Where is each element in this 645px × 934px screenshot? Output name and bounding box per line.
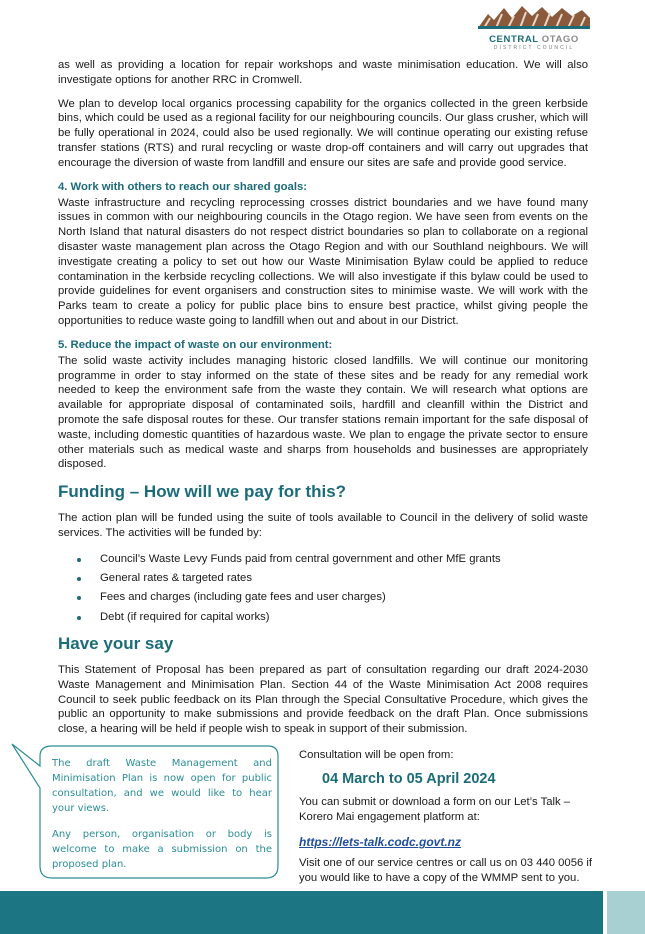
footer-accent [607, 891, 645, 934]
bullet-icon [77, 577, 81, 581]
document-body [58, 58, 588, 746]
consultation-open-label: Consultation will be open from: [299, 749, 454, 761]
list-item: General rates & targeted rates [58, 569, 588, 588]
council-logo [478, 4, 590, 52]
have-your-say-heading: Have your say [58, 633, 174, 653]
funding-heading: Funding – How will we pay for this? [58, 482, 347, 502]
consultation-info [299, 748, 594, 886]
mountain-logo-icon [478, 4, 590, 30]
lets-talk-link[interactable]: https://lets-talk.codc.govt.nz [299, 835, 462, 850]
goal-5-body: The solid waste activity includes managing historic closed landfills. We will continue our monitoring programme in order to stay informed on the state of these sites and be ready for any remedial work needed to keep the environment safe from the waste they contain. We will research what options are available for appropriate disposal of contaminated soils, hardfill and cleanfill within the District and promote the safe disposal routes for these. Our transfer stations remain important for the safe disposal of waste, including domestic quantities of hazardous waste. We plan to engage the private sector to ensure other materials such as medical waste and sharps from households and businesses are appropriately disposed. [58, 354, 588, 471]
have-your-say-body: This Statement of Proposal has been prepared as part of consultation regarding our draft 2024-2030 Waste Management and Minimisation Plan. Section 44 of the Waste Minimisation Act 2008 requires Council to seek public feedback on its Plan through the Special Consultative Procedure, which gives the public an opportunity to make submissions and provide feedback on the draft Plan. Once submissions close, a hearing will be held if people wish to speak in support of their submission. [58, 663, 588, 736]
bullet-icon [77, 596, 81, 600]
consultation-visit-text: Visit one of our service centres or call us on 03 440 0056 if you would like to have a copy of the WMMP sent to you. [299, 857, 593, 885]
list-item: Fees and charges (including gate fees and user charges) [58, 588, 588, 607]
consultation-dates: 04 March to 05 April 2024 [322, 770, 496, 787]
bullet-icon [77, 558, 81, 562]
logo-subtitle: DISTRICT COUNCIL [493, 45, 575, 51]
footer-band [0, 891, 645, 934]
list-item: Debt (if required for capital works) [58, 608, 588, 627]
bubble-paragraph-2: Any person, organisation or body is welcome to make a submission on the proposed plan. [52, 829, 272, 870]
goal-4-body: Waste infrastructure and recycling reprocessing crosses district boundaries and we have found many issues in common with our neighbouring councils in the Otago region. We have seen from events on the North Island that natural disasters do not respect district boundaries so plan to collaborate on a regional disaster waste management plan across the Otago Region and with our Southland neighbours. We will investigate creating a policy to set out how our Waste Minimisation Bylaw could be applied to reduce contamination in the kerbside recycling collections. We will also investigate if this bylaw could be used to provide guidelines for event organisers and construction sites to minimise waste. We will work with the Parks team to create a policy for public place bins to ensure best practice, whilst giving people the opportunities to reduce waste going to landfill when out and about in our District. [58, 196, 588, 327]
intro-paragraph-2: We plan to develop local organics processing capability for the organics collected in the green kerbside bins, which could be used as a regional facility for our neighbouring councils. Our glass crusher, which will be fully operational in 2024, could also be used regionally. We will continue operating our existing refuse transfer stations (RTS) and rural recycling or waste drop-off containers and will carry out upgrades that encourage the diversion of waste from landfill and ensure our sites are safe and provide good service. [58, 97, 588, 169]
funding-body: The action plan will be funded using the suite of tools available to Council in the delivery of solid waste services. The activities will be funded by: [58, 512, 588, 539]
intro-paragraph-1: as well as providing a location for repair workshops and waste minimisation education. We will also investigate options for another RRC in Cromwell. [58, 59, 588, 86]
goal-5-heading: 5. Reduce the impact of waste on our environment: [58, 338, 333, 351]
funding-list [58, 550, 588, 627]
speech-bubble-text [52, 756, 272, 872]
consultation-submit-text: You can submit or download a form on our Let’s Talk – Korero Mai engagement platform at: [299, 795, 571, 823]
bubble-paragraph-1: The draft Waste Management and Minimisation Plan is now open for public consultation, and we would like to hear your views. [52, 758, 272, 814]
speech-bubble [10, 742, 280, 882]
goal-4-heading: 4. Work with others to reach our shared goals: [58, 180, 308, 193]
bullet-icon [77, 616, 81, 620]
logo-wordmark: CENTRAL OTAGO [489, 34, 579, 45]
list-item: Council’s Waste Levy Funds paid from central government and other MfE grants [58, 550, 588, 569]
